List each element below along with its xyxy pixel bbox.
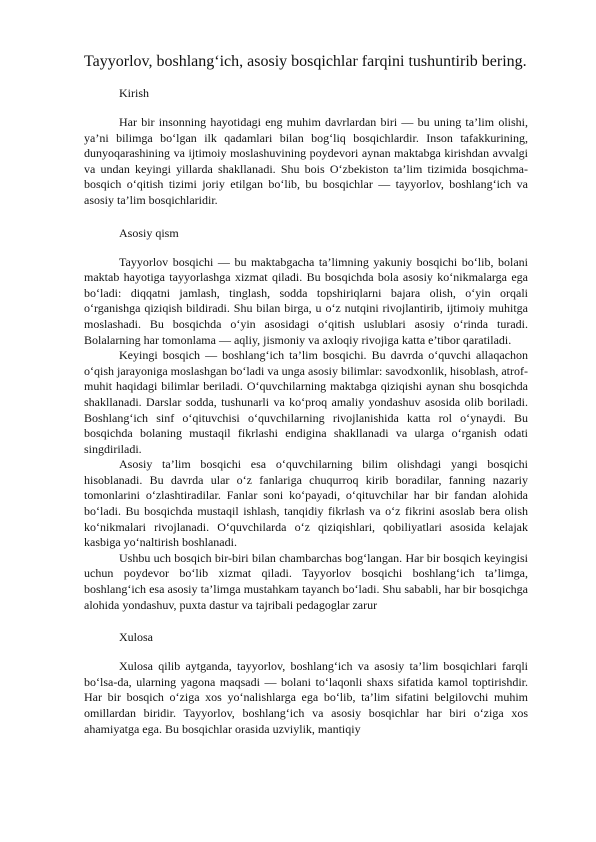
document-title: Tayyorlov, boshlang‘ich, asosiy bosqichlar farqini tushuntirib bering.	[84, 53, 527, 70]
conclusion-paragraph: Xulosa qilib aytganda, tayyorlov, boshlang‘ich va asosiy ta’lim bosqichlari farqli bo‘lsa-da, ularning yagona maqsadi — bolani to‘laqonli shaxs sifatida kamol toptirishdir. Har bir bosqich o‘ziga xos yo‘nalishlarga ega bo‘lib, ta’lim sifatini belgilovchi muhim omillardan biridir. Tayyorlov, boshlang‘ich va asosiy bosqichlar har biri o‘ziga xos ahamiyatga ega. Bu bosqichlar orasida uzviylik, mantiqiy	[84, 659, 528, 736]
intro-heading: Kirish	[119, 86, 149, 100]
main-paragraph-1: Tayyorlov bosqichi — bu maktabgacha ta’limning yakuniy bosqichi bo‘lib, bolani maktab hayotiga tayyorlashga xizmat qiladi. Bu bosqichda bola asosiy ko‘nikmalarga ega bo‘ladi: diqqatni jamlash, tinglash, sodda topshiriqlarni bajara olish, o‘yin orqali o‘rganishga qiziqish bildiradi. Shu bilan birga, u o‘z nutqini rivojlantirib, ijtimoiy muhitga moslashadi. Bu bosqichda o‘yin asosidagi o‘qitish uslublari asosiy o‘rinda turadi. Bolalarning har tomonlama — aqliy, jismoniy va axloqiy rivojiga katta e’tibor qaratiladi.	[84, 254, 528, 347]
main-heading: Asosiy qism	[119, 225, 179, 240]
main-paragraph-3: Asosiy ta’lim bosqichi esa o‘quvchilarning bilim olishdagi yangi bosqichi hisoblanadi. Bu davrda ular o‘z fanlariga chuqurroq kirib boradilar, fanning nazariy tomonlarini o‘zlashtiradilar. Fanlar soni ko‘payadi, o‘qituvchilar har bir fandan alohida bo‘ladi. Bu bosqichda mustaqil ishlash, tanqidiy fikrlash va o‘z fikrini asoslab bera olish ko‘nikmalari rivojlanadi. O‘quvchilarda o‘z qiziqishlari, qobiliyatlari asosida kelajak kasbiga yo‘naltirish boshlanadi.	[84, 457, 528, 550]
main-paragraph-2: Keyingi bosqich — boshlang‘ich ta’lim bosqichi. Bu davrda o‘quvchi allaqachon o‘qish jarayoniga moslashgan bo‘ladi va unga asosiy bilimlar: savodxonlik, hisoblash, atrof-muhit haqidagi bilimlar beriladi. O‘quvchilarning maktabga qiziqishi aynan shu bosqichda shakllanadi. Darslar sodda, tushunarli va ko‘proq amaliy yondashuv asosida olib boriladi. Boshlang‘ich sinf o‘qituvchisi o‘quvchilarning rivojlanishida katta rol o‘ynaydi. Bu bosqichda bolaning mustaqil fikrlashi endigina shakllanadi va ularga o‘rganish odati singdiriladi.	[84, 348, 528, 456]
main-paragraph-4: Ushbu uch bosqich bir-biri bilan chambarchas bog‘langan. Har bir bosqich keyingisi uchun poydevor bo‘lib xizmat qiladi. Tayyorlov bosqichi boshlang‘ich ta’limga, boshlang‘ich esa asosiy ta’limga mustahkam tayanch bo‘ladi. Shu sababli, har bir bosqichga alohida yondashuv, puxta dastur va tajribali pedagoglar zarur	[84, 550, 528, 612]
conclusion-heading: Xulosa	[119, 630, 153, 645]
intro-paragraph: Har bir insonning hayotidagi eng muhim davrlardan biri — bu uning ta’lim olishi, ya’ni bilimga bo‘lgan ilk qadamlari bilan bog‘liq bosqichlardir. Inson tafakkurining, dunyoqarashining va ijtimoiy moslashuvining poydevori aynan maktabga kirishdan avvalgi va undan keyingi yillarda shakllanadi. Shu bois O‘zbekiston ta’lim tizimida bosqichma-bosqich o‘qitish tizimi joriy etilgan bo‘lib, bu bosqichlar — tayyorlov, boshlang‘ich va asosiy ta’lim bosqichlaridir.	[84, 115, 528, 207]
document-page	[84, 52, 528, 737]
